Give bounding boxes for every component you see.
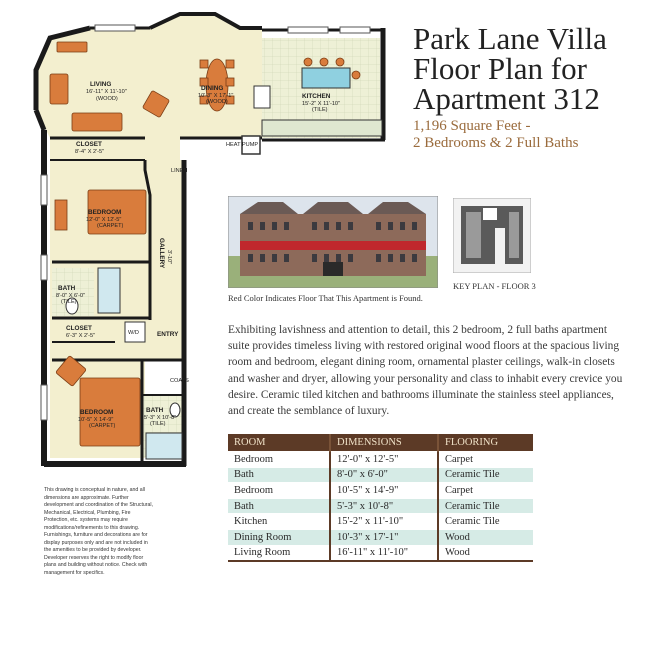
label-gallery: GALLERY	[158, 238, 165, 269]
svg-text:6'-3" X 2'-5": 6'-3" X 2'-5"	[66, 333, 96, 339]
svg-text:(WOOD): (WOOD)	[96, 96, 118, 102]
svg-text:10'-3" X 17'-1": 10'-3" X 17'-1"	[198, 93, 234, 99]
disclaimer-text: This drawing is conceptual in nature, and all dimensions are approximate. Further development and coordination of the Structural, Mechanical, Electrical, Plumbing, Fire Protection, etc. systems may require modifications/refinements to this drawing. Furnishings, furniture and decorations are for display purposes only and are not included in the amenities to be provided by developer. Developer reserves the right to modify floor plans and building without notice. Check with management for specifics.	[44, 487, 154, 576]
header-flooring: FLOORING	[438, 434, 533, 452]
table-row: Dining Room 10'-3" x 17'-1" Wood	[228, 529, 533, 545]
svg-text:12'-0" X 12'-5": 12'-0" X 12'-5"	[86, 217, 122, 223]
table-row: Bath 5'-3" x 10'-8" Ceramic Tile	[228, 498, 533, 514]
label-closet-1: CLOSET	[76, 141, 102, 148]
svg-text:(CARPET): (CARPET)	[89, 423, 116, 429]
label-closet-2: CLOSET	[66, 325, 92, 332]
svg-text:(TILE): (TILE)	[312, 107, 328, 113]
header-room: ROOM	[228, 434, 330, 452]
label-dining: DINING	[201, 85, 224, 92]
keyplan-caption: KEY PLAN - FLOOR 3	[453, 281, 536, 291]
page-title: Park Lane Villa Floor Plan for Apartment 312	[413, 21, 607, 116]
header-dimensions: DIMENSIONS	[330, 434, 438, 452]
description-paragraph: Exhibiting lavishness and attention to detail, this 2 bedroom, 2 full baths apartment suite provides timeless living with restored original wood floors at the spacious living room and bedroom, elegant dining room, ornamental plaster ceilings, walk-in closets and washer and dryer, allowing your personality and class to inhabit every crevice you desire. Ceramic tiled kitchen and bathrooms illuminate the stainless steel appliances, and create the semblance of luxury.	[228, 324, 623, 418]
label-bath-2: BATH	[146, 407, 164, 414]
table-row: Kitchen 15'-2" x 11'-10" Ceramic Tile	[228, 514, 533, 530]
label-bedroom-2: BEDROOM	[80, 409, 114, 416]
room-table	[228, 434, 533, 562]
key-plan-image	[453, 198, 531, 273]
svg-text:8'-4" X 2'-5": 8'-4" X 2'-5"	[75, 149, 105, 155]
label-kitchen: KITCHEN	[302, 93, 331, 100]
svg-text:3'-10": 3'-10"	[166, 250, 172, 265]
building-caption: Red Color Indicates Floor That This Apartment is Found.	[228, 293, 423, 303]
page-subtitle: 1,196 Square Feet - 2 Bedrooms & 2 Full Baths	[413, 118, 579, 151]
table-row: Bedroom 12'-0" x 12'-5" Carpet	[228, 452, 533, 468]
table-row: Living Room 16'-11" x 11'-10" Wood	[228, 545, 533, 561]
label-living: LIVING	[90, 81, 112, 88]
table-row: Bath 8'-0" x 6'-0" Ceramic Tile	[228, 467, 533, 483]
highlighted-floor	[240, 241, 426, 250]
label-bedroom-1: BEDROOM	[88, 209, 122, 216]
label-wd: W/D	[128, 330, 139, 336]
label-linen: LINEN	[171, 168, 188, 174]
svg-text:(CARPET): (CARPET)	[97, 223, 124, 229]
svg-text:8'-0" X 6'-0": 8'-0" X 6'-0"	[56, 293, 86, 299]
building-elevation-image	[228, 196, 438, 288]
label-entry: ENTRY	[157, 331, 179, 338]
table-row: Bedroom 10'-5" x 14'-9" Carpet	[228, 483, 533, 499]
svg-text:(WOOD): (WOOD)	[206, 99, 228, 105]
label-heat-pump: HEAT PUMP	[226, 142, 259, 148]
svg-text:10'-5" X 14'-9": 10'-5" X 14'-9"	[78, 417, 114, 423]
svg-text:5'-3" X 10'-8": 5'-3" X 10'-8"	[144, 415, 177, 421]
svg-text:(TILE): (TILE)	[61, 299, 77, 305]
svg-text:16'-11" X 11'-10": 16'-11" X 11'-10"	[86, 89, 127, 95]
label-coats: COATS	[170, 378, 189, 384]
label-bath-1: BATH	[58, 285, 76, 292]
table-header-row	[228, 434, 533, 452]
svg-text:15'-2" X 11'-10": 15'-2" X 11'-10"	[302, 101, 341, 107]
svg-text:(TILE): (TILE)	[150, 421, 166, 427]
